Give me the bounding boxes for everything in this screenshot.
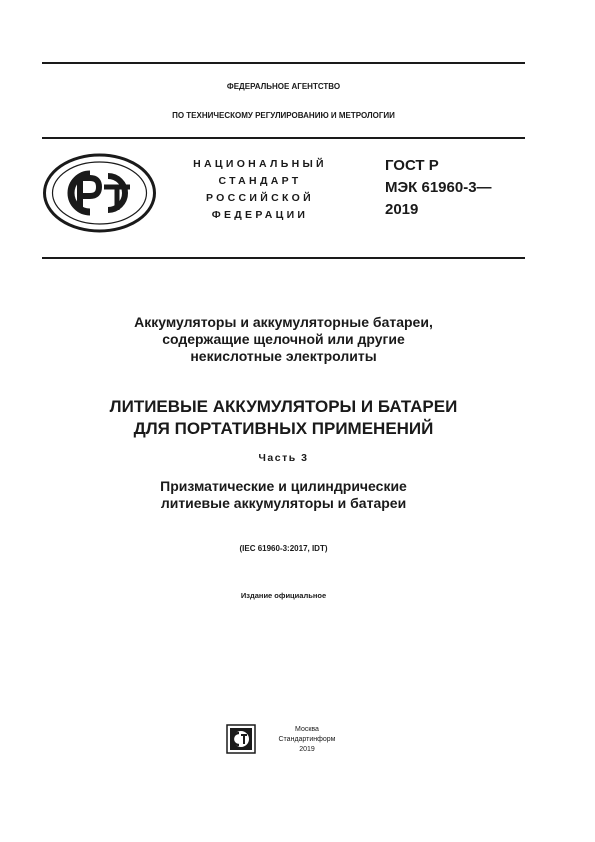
title-line-2: ДЛЯ ПОРТАТИВНЫХ ПРИМЕНЕНИЙ bbox=[133, 419, 434, 438]
agency-name-line-1: ФЕДЕРАЛЬНОЕ АГЕНТСТВО bbox=[226, 82, 341, 91]
bottom-rule bbox=[42, 257, 525, 259]
imprint-publisher: Стандартинформ bbox=[278, 736, 336, 743]
national-standard-label bbox=[170, 156, 350, 224]
part-label: Часть 3 bbox=[258, 452, 309, 464]
top-rule bbox=[42, 62, 525, 64]
subtitle-line-3: некислотные электролиты bbox=[190, 348, 377, 364]
middle-rule bbox=[42, 137, 525, 139]
document-subtitle bbox=[42, 314, 525, 365]
imprint-city: Москва bbox=[295, 726, 319, 733]
standard-word-1: НАЦИОНАЛЬНЫЙ bbox=[193, 158, 327, 170]
part-title-line-1: Призматические и цилиндрические bbox=[160, 478, 407, 494]
gost-designation bbox=[385, 155, 525, 221]
gost-line-3: 2019 bbox=[385, 201, 419, 218]
agency-name-line-2: ПО ТЕХНИЧЕСКОМУ РЕГУЛИРОВАНИЮ И МЕТРОЛОГИИ bbox=[172, 111, 395, 120]
subtitle-line-2: содержащие щелочной или другие bbox=[162, 331, 405, 347]
gost-line-2: МЭК 61960-3— bbox=[385, 179, 492, 196]
title-line-1: ЛИТИЕВЫЕ АККУМУЛЯТОРЫ И БАТАРЕИ bbox=[109, 397, 458, 416]
imprint bbox=[262, 725, 352, 755]
standard-word-2: СТАНДАРТ bbox=[218, 175, 302, 187]
edition-note: Издание официальное bbox=[240, 591, 327, 600]
part-title-line-2: литиевые аккумуляторы и батареи bbox=[160, 495, 407, 511]
standard-word-4: ФЕДЕРАЦИИ bbox=[211, 209, 309, 221]
part-title bbox=[42, 478, 525, 512]
imprint-year: 2019 bbox=[299, 746, 315, 753]
subtitle-line-1: Аккумуляторы и аккумуляторные батареи, bbox=[134, 314, 433, 330]
gost-line-1: ГОСТ Р bbox=[385, 157, 439, 174]
document-title bbox=[42, 396, 525, 440]
standartinform-logo-icon bbox=[226, 724, 256, 754]
gost-r-certification-mark-icon bbox=[42, 152, 157, 234]
iec-reference: (IEC 61960-3:2017, IDT) bbox=[239, 544, 328, 553]
standard-word-3: РОССИЙСКОЙ bbox=[206, 192, 314, 204]
